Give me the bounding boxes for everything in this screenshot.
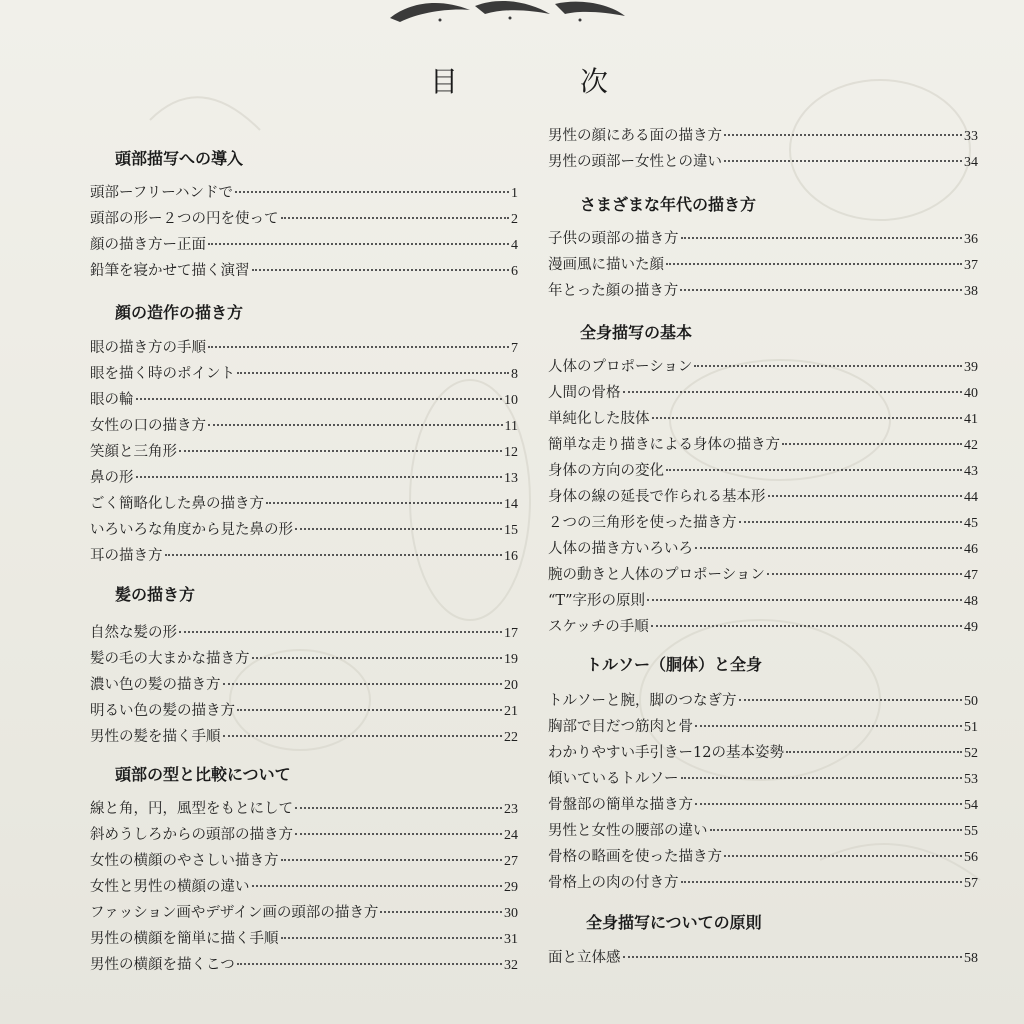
toc-entry[interactable] [90, 647, 518, 669]
entry-page: 43 [964, 464, 978, 479]
section-heading: 頭部描写への導入 [115, 149, 244, 168]
leader-dots [681, 777, 963, 779]
toc-entry[interactable] [548, 459, 978, 481]
entry-title: わかりやすい手引きー12の基本姿勢 [548, 745, 784, 761]
leader-dots [647, 599, 962, 601]
leader-dots [295, 807, 502, 809]
entry-page: 41 [964, 412, 978, 427]
leader-dots [739, 521, 963, 523]
toc-entry[interactable] [548, 819, 978, 841]
toc-entry[interactable] [90, 492, 518, 514]
toc-entry[interactable] [90, 699, 518, 721]
entry-title: 男性の横顔を簡単に描く手順 [90, 931, 279, 947]
leader-dots [252, 657, 503, 659]
leader-dots [786, 751, 962, 753]
entry-title: 年とった顔の描き方 [548, 283, 679, 299]
leader-dots [281, 217, 510, 219]
leader-dots [281, 937, 503, 939]
entry-page: 10 [504, 393, 518, 408]
entry-title: ごく簡略化した鼻の描き方 [90, 496, 264, 512]
entry-page: 14 [504, 497, 518, 512]
entry-page: 2 [511, 212, 518, 227]
leader-dots [681, 237, 963, 239]
leader-dots [710, 829, 963, 831]
entry-page: 49 [964, 620, 978, 635]
toc-entry[interactable] [548, 845, 978, 867]
entry-page: 6 [511, 264, 518, 279]
toc-entry[interactable] [90, 259, 518, 281]
entry-title: 人間の骨格 [548, 385, 621, 401]
entry-page: 7 [511, 341, 518, 356]
leader-dots [295, 833, 502, 835]
leader-dots [724, 855, 962, 857]
toc-entry[interactable] [548, 946, 978, 968]
entry-title: 斜めうしろからの頭部の描き方 [90, 827, 293, 843]
entry-title: 女性の横顔のやさしい描き方 [90, 853, 279, 869]
leader-dots [266, 502, 502, 504]
entry-title: いろいろな角度から見た鼻の形 [90, 522, 293, 538]
toc-entry[interactable] [90, 440, 518, 462]
entry-title: 腕の動きと人体のプロポーション [548, 567, 765, 583]
leader-dots [136, 398, 503, 400]
section-heading: さまざまな年代の描き方 [580, 195, 757, 214]
toc-entry[interactable] [548, 767, 978, 789]
toc-entry[interactable] [90, 927, 518, 949]
entry-page: 8 [511, 367, 518, 382]
entry-title: 頭部ーフリーハンドで [90, 185, 233, 201]
toc-entry[interactable] [548, 689, 978, 711]
leader-dots [223, 683, 503, 685]
toc-entry[interactable] [548, 793, 978, 815]
leader-dots [623, 956, 963, 958]
toc-entry[interactable] [90, 725, 518, 747]
toc-entry[interactable] [548, 227, 978, 249]
toc-entry[interactable] [90, 673, 518, 695]
entry-title: スケッチの手順 [548, 619, 649, 635]
leader-dots [208, 424, 503, 426]
toc-entry[interactable] [90, 414, 518, 436]
entry-page: 48 [964, 594, 978, 609]
entry-page: 38 [964, 284, 978, 299]
entry-title: 身体の線の延長で作られる基本形 [548, 489, 766, 505]
toc-title [0, 60, 1024, 100]
toc-entry[interactable] [548, 407, 978, 429]
entry-page: 50 [964, 694, 978, 709]
entry-title: 笑顔と三角形 [90, 444, 177, 460]
entry-page: 29 [504, 880, 518, 895]
entry-page: 13 [504, 471, 518, 486]
toc-entry[interactable] [90, 797, 518, 819]
toc-entry[interactable] [548, 615, 978, 637]
entry-title: 単純化した肢体 [548, 411, 650, 427]
entry-page: 32 [504, 958, 518, 973]
toc-entry[interactable] [548, 563, 978, 585]
entry-page: 22 [504, 730, 518, 745]
leader-dots [235, 191, 509, 193]
leader-dots [652, 417, 963, 419]
toc-entry[interactable] [548, 433, 978, 455]
entry-title: 男性の髪を描く手順 [90, 729, 221, 745]
entry-page: 45 [964, 516, 978, 531]
leader-dots [739, 699, 963, 701]
entry-title: 頭部の形ー２つの円を使って [90, 211, 279, 227]
toc-entry[interactable] [548, 537, 978, 559]
leader-dots [623, 391, 963, 393]
leader-dots [695, 803, 962, 805]
leader-dots [695, 547, 962, 549]
entry-page: 11 [504, 419, 518, 434]
entry-title: 眼の描き方の手順 [90, 340, 206, 356]
entry-page: 1 [511, 186, 518, 201]
entry-title: 胸部で目だつ筋肉と骨 [548, 719, 693, 735]
entry-title: 耳の描き方 [90, 548, 163, 564]
entry-title: ファッション画やデザイン画の頭部の描き方 [90, 905, 379, 921]
toc-entry[interactable] [548, 279, 978, 301]
entry-title: 骨盤部の簡単な描き方 [548, 797, 693, 813]
section-heading: 頭部の型と比較について [115, 765, 291, 784]
leader-dots [179, 631, 502, 633]
toc-entry[interactable] [90, 901, 518, 923]
entry-title: 髪の毛の大まかな描き方 [90, 651, 250, 667]
toc-entry[interactable] [90, 621, 518, 643]
leader-dots [724, 160, 962, 162]
entry-page: 23 [504, 802, 518, 817]
entry-title: 濃い色の髪の描き方 [90, 677, 221, 693]
leader-dots [380, 911, 502, 913]
leader-dots [179, 450, 502, 452]
entry-page: 33 [964, 129, 978, 144]
entry-title: 眼の輪 [90, 392, 134, 408]
entry-page: 30 [504, 906, 518, 921]
leader-dots [694, 365, 962, 367]
entry-page: 17 [504, 626, 518, 641]
leader-dots [136, 476, 503, 478]
toc-entry[interactable] [548, 715, 978, 737]
entry-title: 骨格の略画を使った描き方 [548, 849, 722, 865]
leader-dots [767, 573, 962, 575]
entry-page: 15 [504, 523, 518, 538]
entry-page: 46 [964, 542, 978, 557]
leader-dots [768, 495, 963, 497]
entry-title: 女性の口の描き方 [90, 418, 206, 434]
entry-title: 男性と女性の腰部の違い [548, 823, 708, 839]
toc-entry[interactable] [548, 124, 978, 146]
toc-entry[interactable] [548, 355, 978, 377]
entry-page: 39 [964, 360, 978, 375]
leader-dots [724, 134, 962, 136]
leader-dots [165, 554, 503, 556]
entry-title: 子供の頭部の描き方 [548, 231, 679, 247]
entry-title: 傾いているトルソー [548, 771, 679, 787]
entry-page: 16 [504, 549, 518, 564]
toc-entry[interactable] [90, 953, 518, 975]
toc-entry[interactable] [90, 388, 518, 410]
entry-title: 漫画風に描いた顔 [548, 257, 664, 273]
entry-page: 12 [504, 445, 518, 460]
toc-entry[interactable] [548, 871, 978, 893]
toc-entry[interactable] [548, 381, 978, 403]
toc-entry[interactable] [90, 518, 518, 540]
entry-title: 男性の横顔を描くこつ [90, 957, 235, 973]
section-heading: 顔の造作の描き方 [115, 303, 244, 322]
leader-dots [252, 885, 503, 887]
entry-page: 51 [964, 720, 978, 735]
leader-dots [651, 625, 962, 627]
entry-title: 眼を描く時のポイント [90, 366, 235, 382]
entry-page: 4 [511, 238, 518, 253]
entry-page: 40 [964, 386, 978, 401]
leader-dots [237, 963, 502, 965]
entry-title: 男性の頭部ー女性との違い [548, 154, 722, 170]
toc-entry[interactable] [548, 253, 978, 275]
toc-entry[interactable] [90, 233, 518, 255]
entry-page: 54 [964, 798, 978, 813]
entry-page: 53 [964, 772, 978, 787]
leader-dots [680, 289, 962, 291]
entry-title: 人体のプロポーション [548, 359, 693, 375]
entry-title: 身体の方向の変化 [548, 463, 664, 479]
ink-sketch-fragment [380, 0, 630, 40]
entry-page: 44 [964, 490, 978, 505]
entry-page: 34 [964, 155, 978, 170]
entry-title: 鼻の形 [90, 470, 134, 486]
entry-title: 骨格上の肉の付き方 [548, 875, 679, 891]
entry-title: 女性と男性の横顔の違い [90, 879, 250, 895]
entry-page: 56 [964, 850, 978, 865]
toc-entry[interactable] [90, 181, 518, 203]
entry-title: 男性の顔にある面の描き方 [548, 128, 722, 144]
entry-title: 人体の描き方いろいろ [548, 541, 693, 557]
entry-page: 19 [504, 652, 518, 667]
entry-title: 明るい色の髪の描き方 [90, 703, 235, 719]
toc-entry[interactable] [548, 485, 978, 507]
section-heading: 全身描写についての原則 [586, 913, 762, 932]
leader-dots [208, 346, 509, 348]
entry-title: 線と角，円，風型をもとにして [90, 801, 293, 817]
toc-entry[interactable] [90, 207, 518, 229]
entry-page: 20 [504, 678, 518, 693]
leader-dots [695, 725, 962, 727]
toc-entry[interactable] [90, 362, 518, 384]
entry-title: トルソーと腕，脚のつなぎ方 [548, 693, 737, 709]
leader-dots [223, 735, 503, 737]
toc-entry[interactable] [548, 589, 978, 611]
section-heading: トルソー（胴体）と全身 [586, 655, 763, 674]
toc-entry[interactable] [90, 336, 518, 358]
entry-page: 27 [504, 854, 518, 869]
leader-dots [681, 881, 963, 883]
toc-entry[interactable] [90, 544, 518, 566]
toc-entry[interactable] [548, 150, 978, 172]
entry-title: 簡単な走り描きによる身体の描き方 [548, 437, 780, 453]
leader-dots [666, 469, 962, 471]
section-heading: 髪の描き方 [115, 585, 196, 604]
leader-dots [295, 528, 502, 530]
entry-title: “T”字形の原則 [548, 593, 645, 609]
leader-dots [237, 372, 509, 374]
entry-page: 36 [964, 232, 978, 247]
entry-title: 面と立体感 [548, 950, 621, 966]
toc-entry[interactable] [548, 511, 978, 533]
toc-entry[interactable] [90, 875, 518, 897]
entry-page: 52 [964, 746, 978, 761]
entry-page: 47 [964, 568, 978, 583]
entry-page: 42 [964, 438, 978, 453]
entry-title: ２つの三角形を使った描き方 [548, 515, 737, 531]
toc-entry[interactable] [90, 823, 518, 845]
leader-dots [281, 859, 503, 861]
entry-page: 57 [964, 876, 978, 891]
leader-dots [252, 269, 510, 271]
entry-page: 24 [504, 828, 518, 843]
leader-dots [237, 709, 502, 711]
entry-title: 顔の描き方ー正面 [90, 237, 206, 253]
toc-entry[interactable] [90, 466, 518, 488]
entry-page: 55 [964, 824, 978, 839]
toc-entry[interactable] [90, 849, 518, 871]
entry-page: 31 [504, 932, 518, 947]
entry-page: 37 [964, 258, 978, 273]
entry-title: 鉛筆を寝かせて描く演習 [90, 263, 250, 279]
leader-dots [782, 443, 962, 445]
leader-dots [208, 243, 509, 245]
leader-dots [666, 263, 962, 265]
toc-entry[interactable] [548, 741, 978, 763]
title-char-2: 次 [580, 65, 609, 98]
title-char-1: 目 [430, 65, 459, 98]
section-heading: 全身描写の基本 [580, 323, 693, 342]
entry-page: 21 [504, 704, 518, 719]
entry-page: 58 [964, 951, 978, 966]
entry-title: 自然な髪の形 [90, 625, 177, 641]
